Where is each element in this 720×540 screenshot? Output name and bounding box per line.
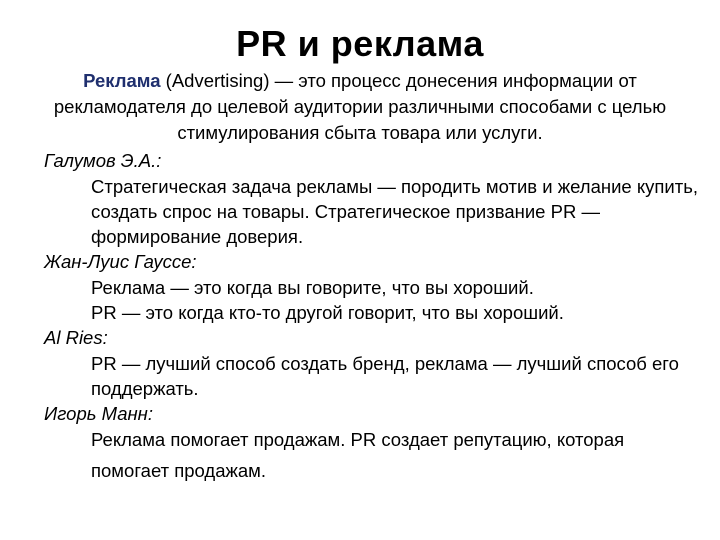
quote-block-mann <box>44 401 704 483</box>
quote-author: Галумов Э.А.: <box>44 150 162 171</box>
quote-line: Стратегическая задача рекламы — породить мотив и желание купить, создать спрос на товары. Стратегическое призвание PR — формирование доверия. <box>91 176 699 247</box>
quote-text <box>91 427 704 483</box>
quote-block-gausse <box>44 249 704 325</box>
quote-line: Реклама помогает продажам. PR создает репутацию, которая <box>91 429 625 450</box>
quote-author: Жан-Луис Гауссе: <box>44 251 197 272</box>
quote-line: PR — это когда кто-то другой говорит, что вы хороший. <box>91 302 564 323</box>
definition-term: Реклама <box>83 70 161 91</box>
quote-line: помогает продажам. <box>91 460 267 481</box>
quote-block-ries <box>44 325 704 401</box>
quote-author: Игорь Манн: <box>44 403 154 424</box>
quote-text <box>91 351 704 401</box>
quote-author: Al Ries: <box>44 327 108 348</box>
quote-line: Реклама — это когда вы говорите, что вы хороший. <box>91 277 534 298</box>
quote-text <box>91 275 704 325</box>
slide-title: PR и реклама <box>236 23 484 64</box>
quote-text <box>91 174 704 249</box>
definition-text: (Advertising) — это процесс донесения информации от рекламодателя до целевой аудитории различными способами с целью стимулирования сбыта товара или услуги. <box>53 70 667 143</box>
quote-block-galumov <box>44 148 704 249</box>
definition-paragraph <box>40 68 680 146</box>
quote-line: PR — лучший способ создать бренд, реклама — лучший способ его поддержать. <box>91 353 679 399</box>
quotes-list <box>44 148 704 483</box>
